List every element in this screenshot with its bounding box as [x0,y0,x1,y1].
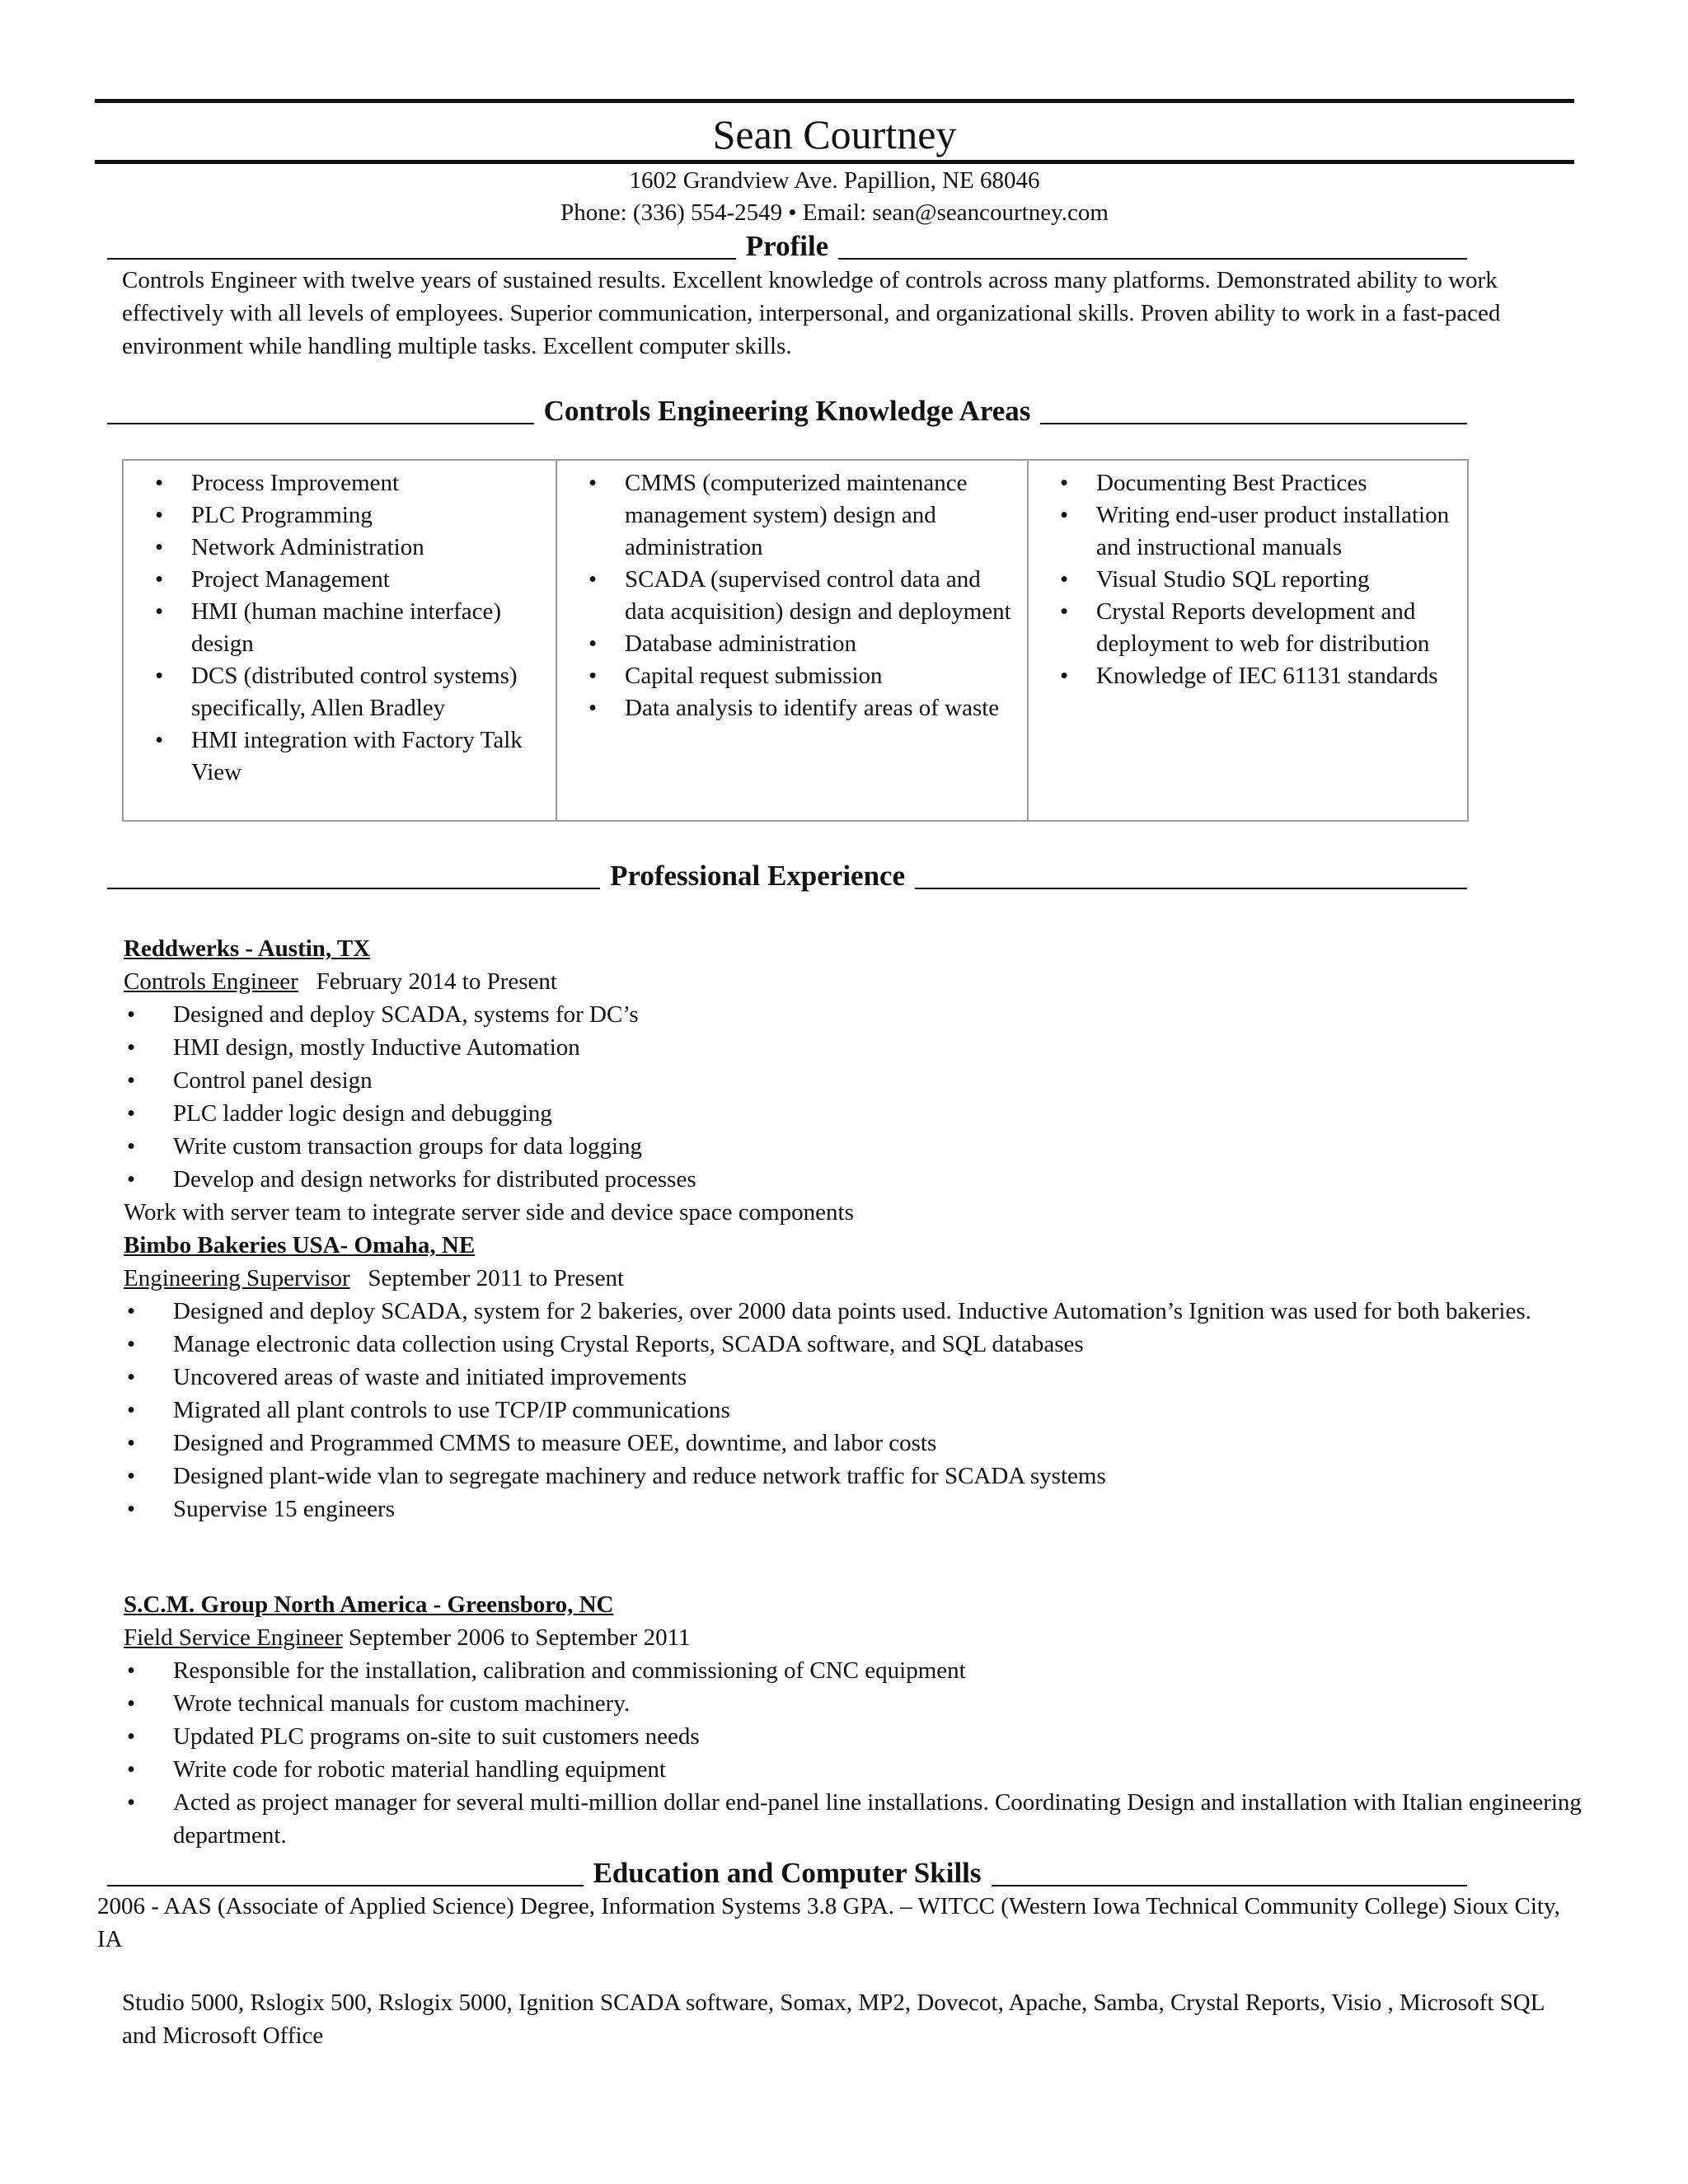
heading-rule-right [992,1885,1468,1886]
knowledge-item: • HMI (human machine interface) design [132,596,547,660]
role-line [124,965,1591,998]
job-duties-list [124,1295,1591,1526]
company-name: S.C.M. Group North America - Greensboro, NC [124,1591,614,1618]
role-line [124,1262,1591,1295]
heading-rule-right [915,888,1467,889]
job-dates: September 2011 to Present [349,1265,625,1291]
knowledge-item: • Visual Studio SQL reporting [1037,564,1459,596]
job-duty: • Supervise 15 engineers [124,1493,1591,1526]
knowledge-item: • Process Improvement [132,467,547,499]
education-degree: 2006 - AAS (Associate of Applied Science) Degree, Information Systems 3.8 GPA. – WITCC (Western Iowa Technical Community College) Sioux City, IA [97,1893,1560,1952]
job-note: Work with server team to integrate server side and device space components [124,1199,854,1226]
knowledge-item: • Data analysis to identify areas of waste [565,692,1019,724]
job-duty: • Designed and deploy SCADA, system for 2 bakeries, over 2000 data points used. Inductive Automation’s Ignition was used for both bakeries. [124,1295,1591,1328]
job-duties-list [124,1654,1591,1852]
knowledge-item: • HMI integration with Factory Talk View [132,724,547,789]
heading-rule-left [107,1885,584,1886]
heading-rule-right [838,258,1467,260]
job-duty: • Updated PLC programs on-site to suit customers needs [124,1720,1591,1753]
job-duty: • Control panel design [124,1064,1591,1097]
job-title: Field Service Engineer [124,1624,343,1651]
knowledge-column-1 [124,461,556,820]
job-duty: • Designed and Programmed CMMS to measure OEE, downtime, and labor costs [124,1427,1591,1460]
job-duty: • Manage electronic data collection using Crystal Reports, SCADA software, and SQL databases [124,1328,1591,1361]
job-dates: February 2014 to Present [298,968,557,995]
job-duty: • PLC ladder logic design and debugging [124,1097,1591,1130]
knowledge-item: • PLC Programming [132,499,547,532]
job-title: Controls Engineer [124,968,298,995]
contact-info: Phone: (336) 554-2549 • Email: sean@seancourtney.com [560,199,1109,226]
knowledge-list-1 [132,467,547,789]
education-heading [107,1855,1467,1891]
knowledge-item: • Knowledge of IEC 61131 standards [1037,660,1459,692]
knowledge-item: • Documenting Best Practices [1037,467,1459,499]
job-dates: September 2006 to September 2011 [342,1624,691,1651]
knowledge-item: • CMMS (computerized maintenance management system) design and administration [565,467,1019,564]
heading-rule-left [107,258,736,260]
knowledge-item: • SCADA (supervised control data and data acquisition) design and deployment [565,564,1019,628]
applicant-name: Sean Courtney [712,111,957,157]
company-name: Bimbo Bakeries USA- Omaha, NE [124,1232,476,1258]
job-duty: • Responsible for the installation, calibration and commissioning of CNC equipment [124,1654,1591,1687]
knowledge-list-3 [1037,467,1459,692]
job-duty: • Write custom transaction groups for data logging [124,1130,1591,1163]
knowledge-item: • Crystal Reports development and deployment to web for distribution [1037,596,1459,660]
knowledge-heading [107,393,1467,429]
job-duty: • Migrated all plant controls to use TCP/IP communications [124,1394,1591,1427]
job-duty: • HMI design, mostly Inductive Automation [124,1031,1591,1064]
knowledge-item: • Writing end-user product installation and instructional manuals [1037,499,1459,564]
job-duty: • Acted as project manager for several multi-million dollar end-panel line installations. Coordinating Design and installation with Italian engineering department. [124,1786,1591,1852]
knowledge-heading-title: Controls Engineering Knowledge Areas [543,395,1031,427]
company-name: Reddwerks - Austin, TX [124,935,371,962]
job-duties-list [124,998,1591,1196]
job-duty: • Develop and design networks for distributed processes [124,1163,1591,1196]
computer-skills: Studio 5000, Rslogix 500, Rslogix 5000, Ignition SCADA software, Somax, MP2, Dovecot, Apache, Samba, Crystal Reports, Visio , Microsoft SQL and Microsoft Office [122,1990,1545,2049]
knowledge-column-3 [1027,461,1467,820]
profile-summary: Controls Engineer with twelve years of sustained results. Excellent knowledge of controls across many platforms. Demonstrated ability to work effectively with all levels of employees. Superior communication, interpersonal, and organizational skills. Proven ability to work in a fast-paced environment while handling multiple tasks. Excellent computer skills. [122,267,1501,359]
profile-heading [107,228,1467,265]
knowledge-item: • Database administration [565,628,1019,660]
job-duty: • Designed and deploy SCADA, systems for DC’s [124,998,1591,1031]
job-scm-group [124,1588,1591,1852]
job-duty: • Write code for robotic material handling equipment [124,1753,1591,1786]
experience-heading [107,858,1467,894]
knowledge-item: • Capital request submission [565,660,1019,692]
knowledge-item: • DCS (distributed control systems) specifically, Allen Bradley [132,660,547,724]
knowledge-item: • Project Management [132,564,547,596]
knowledge-item: • Network Administration [132,532,547,564]
heading-rule-right [1040,423,1467,424]
role-line [124,1621,1591,1654]
job-duty: • Wrote technical manuals for custom machinery. [124,1687,1591,1720]
knowledge-column-2 [556,461,1027,820]
address: 1602 Grandview Ave. Papillion, NE 68046 [629,167,1040,194]
education-heading-title: Education and Computer Skills [593,1857,982,1889]
job-duty: • Designed plant-wide vlan to segregate machinery and reduce network traffic for SCADA systems [124,1460,1591,1493]
profile-heading-title: Profile [745,230,829,262]
job-bimbo-bakeries [124,1229,1591,1526]
job-duty: • Uncovered areas of waste and initiated improvements [124,1361,1591,1394]
knowledge-areas-table [122,459,1469,822]
top-rule [95,99,1574,103]
job-reddwerks [124,932,1591,1229]
experience-heading-title: Professional Experience [610,860,906,892]
knowledge-list-2 [565,467,1019,724]
heading-rule-left [107,423,534,424]
job-title: Engineering Supervisor [124,1265,350,1291]
heading-rule-left [107,888,600,889]
